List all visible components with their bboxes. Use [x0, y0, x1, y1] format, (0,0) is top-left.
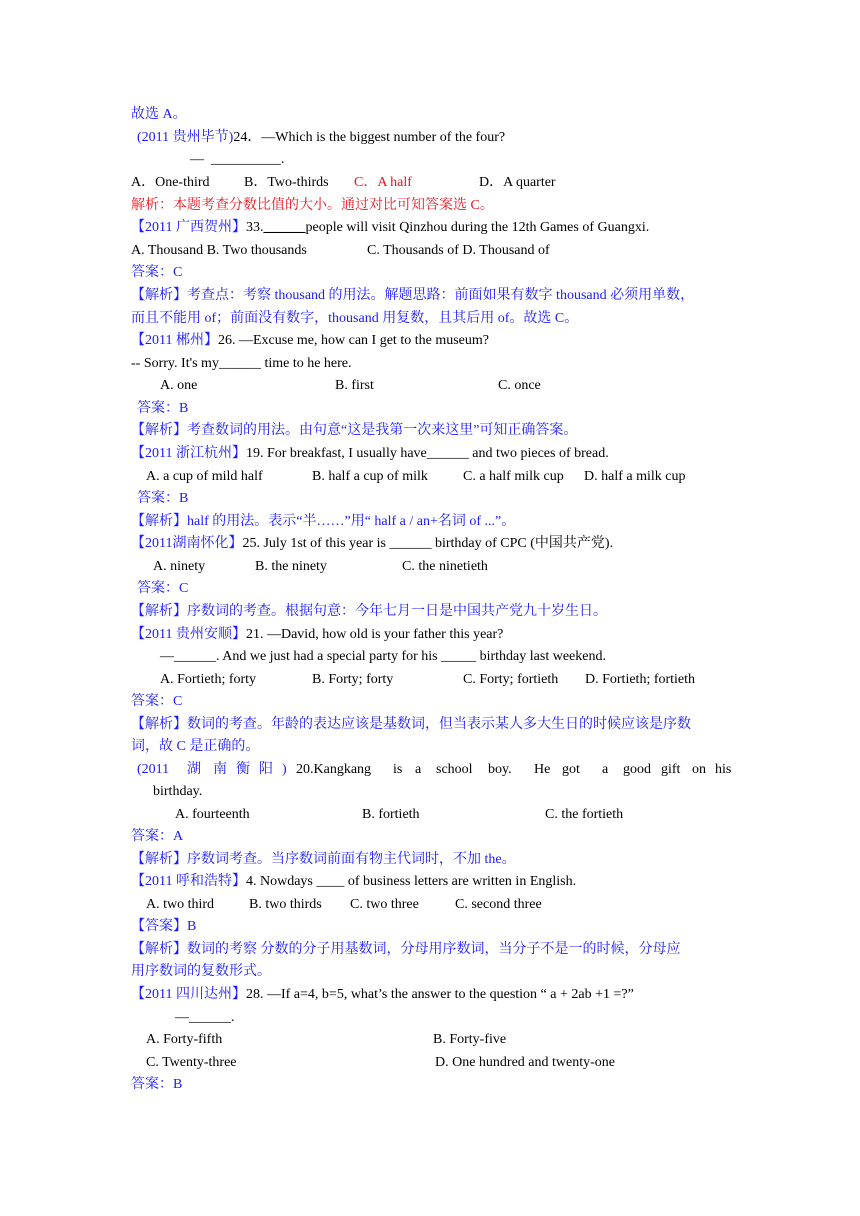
option-b: B. Forty; forty [312, 672, 394, 687]
question-text: 24．—Which is the biggest number of the four? [233, 130, 506, 145]
question-line [137, 760, 731, 780]
option-a: A. two third [146, 897, 215, 912]
question-line [137, 128, 505, 148]
question-word: good [623, 762, 651, 777]
option-d: D．A quarter [479, 175, 556, 190]
option-c: C. the ninetieth [402, 559, 488, 574]
analysis-line: 【解析】数词的考查。年龄的表达应该是基数词，但当表示某人多大生日的时候应该是序数 [131, 717, 691, 732]
options-line [146, 467, 726, 487]
option-c: C. Forty; fortieth [463, 672, 559, 687]
question-source: ) [282, 762, 287, 777]
question-source: 【2011 郴州】 [131, 333, 218, 348]
option-b: B. first [335, 378, 374, 393]
question-word: on [692, 762, 706, 777]
dash: — [190, 152, 204, 167]
answer-line: 【答案】B [131, 919, 197, 934]
option-c: C. Twenty-three [146, 1055, 237, 1070]
question-word: He [534, 762, 551, 777]
question-text: 26. —Excuse me, how can I get to the museum? [217, 333, 489, 348]
answer-line: 答案：C [131, 265, 183, 280]
question-text: 19. For breakfast, I usually have______ and two pieces of bread. [245, 446, 609, 461]
options-line [160, 376, 660, 396]
options-line [146, 1030, 726, 1050]
question-word: a [602, 762, 609, 777]
options-line [131, 241, 731, 261]
answer-line: 答案：C [137, 581, 189, 596]
option-d: D. One hundred and twenty-one [435, 1055, 616, 1070]
question-number: 33. [245, 220, 264, 235]
question-line [131, 444, 609, 464]
analysis-line: 用序数词的复数形式。 [131, 964, 271, 979]
analysis-line: 【解析】序数词的考查。根据句意：今年七月一日是中国共产党九十岁生日。 [131, 604, 607, 619]
options-line [146, 1053, 726, 1073]
options-line [146, 895, 646, 915]
answer-blank: ______ [263, 220, 306, 235]
question-text: 4. Nowdays ____ of business letters are written in English. [245, 874, 577, 889]
question-line [131, 218, 649, 238]
option-d: C. second three [455, 897, 542, 912]
analysis-line: 【解析】数词的考察 分数的分子用基数词，分母用序数词，当分子不是一的时候，分母应 [131, 942, 681, 957]
option-d: D. half a milk cup [584, 469, 686, 484]
question-source: 南 [213, 762, 227, 777]
option-b: B．Two-thirds [244, 175, 329, 190]
question-line [131, 872, 576, 892]
question-line: -- Sorry. It's my______ time to he here. [131, 356, 352, 371]
option-a: A. Forty-fifth [146, 1032, 223, 1047]
question-text: people will visit Qinzhou during the 12th Games of Guangxi. [305, 220, 650, 235]
question-line: birthday. [153, 784, 203, 799]
option-a: A. a cup of mild half [146, 469, 263, 484]
question-line [131, 534, 613, 554]
answer-line: 答案：A [131, 829, 184, 844]
option-c: C. two three [350, 897, 419, 912]
question-word: 20.Kangkang [296, 762, 372, 777]
question-word: gift [661, 762, 681, 777]
question-line [131, 985, 634, 1005]
option-b: B. two thirds [249, 897, 322, 912]
option-b: B. Forty-five [433, 1032, 507, 1047]
period: . [281, 152, 285, 167]
analysis-line: 解析：本题考查分数比值的大小。通过对比可知答案选 C。 [131, 198, 494, 213]
answer-line: 答案：B [137, 401, 189, 416]
option-d: D. Fortieth; fortieth [585, 672, 696, 687]
answer-blank-line: —______. [175, 1010, 235, 1025]
option-b: B. fortieth [362, 807, 420, 822]
options-line [153, 557, 653, 577]
question-line [131, 625, 503, 645]
question-source: 【2011 贵州安顺】 [131, 627, 246, 642]
question-word: boy. [488, 762, 512, 777]
question-source: 【2011 浙江杭州】 [131, 446, 246, 461]
option-b: B. the ninety [255, 559, 327, 574]
question-word: school [436, 762, 473, 777]
question-word: got [562, 762, 580, 777]
option-cd: C. Thousands of D. Thousand of [367, 243, 550, 258]
question-word: is [393, 762, 403, 777]
analysis-line: 而且不能用 of；前面没有数字，thousand 用复数，且其后用 of。故选 C。 [131, 311, 579, 326]
question-word: a [415, 762, 422, 777]
question-source: (2011 贵州毕节) [137, 130, 234, 145]
question-text: 21. —David, how old is your father this year? [245, 627, 504, 642]
question-line [131, 331, 489, 351]
analysis-line: 【解析】考查数词的用法。由句意“这是我第一次来这里”可知正确答案。 [131, 423, 578, 438]
answer-line: 答案：B [131, 1077, 183, 1092]
option-ab: A. Thousand B. Two thousands [131, 243, 307, 258]
question-line: —______. And we just had a special party for his _____ birthday last weekend. [160, 649, 606, 664]
analysis-line: 【解析】考查点：考察 thousand 的用法。解题思路：前面如果有数字 thousand 必须用单数， [131, 288, 695, 303]
option-a: A. Fortieth; forty [160, 672, 257, 687]
question-source: 【2011湖南怀化】 [131, 536, 243, 551]
text-line: 故选 A。 [131, 107, 187, 122]
question-source: 衡 [236, 762, 250, 777]
question-text: 25. July 1st of this year is ______ birthday of CPC (中国共产党). [242, 536, 614, 551]
option-a: A．One-third [131, 175, 210, 190]
option-a: A. ninety [153, 559, 206, 574]
answer-line: 答案：B [137, 491, 189, 506]
analysis-line: 【解析】half 的用法。表示“半……”用“ half a / an+名词 of ...”。 [131, 514, 516, 529]
question-source: 阳 [259, 762, 273, 777]
option-c: C．A half [354, 175, 412, 190]
answer-blank: __________ [211, 152, 281, 167]
question-source: 【2011 广西贺州】 [131, 220, 246, 235]
question-source: 【2011 四川达州】 [131, 987, 246, 1002]
option-c: C. a half milk cup [463, 469, 564, 484]
question-word: his [715, 762, 732, 777]
option-c: C. once [498, 378, 541, 393]
answer-blank-line [190, 150, 285, 170]
option-a: A. one [160, 378, 198, 393]
options-line [160, 670, 730, 690]
option-a: A. fourteenth [175, 807, 250, 822]
option-c: C. the fortieth [545, 807, 624, 822]
question-text: 28. —If a=4, b=5, what’s the answer to the question “ a + 2ab +1 =?” [245, 987, 634, 1002]
question-source: 湖 [187, 762, 201, 777]
analysis-line: 【解析】序数词考查。当序数词前面有物主代词时，不加 the。 [131, 852, 516, 867]
question-source: 【2011 呼和浩特】 [131, 874, 246, 889]
analysis-line: 词，故 C 是正确的。 [131, 739, 260, 754]
options-line [131, 173, 731, 193]
options-line [175, 805, 675, 825]
question-source: (2011 [137, 762, 170, 777]
answer-line: 答案：C [131, 694, 183, 709]
option-b: B. half a cup of milk [312, 469, 428, 484]
